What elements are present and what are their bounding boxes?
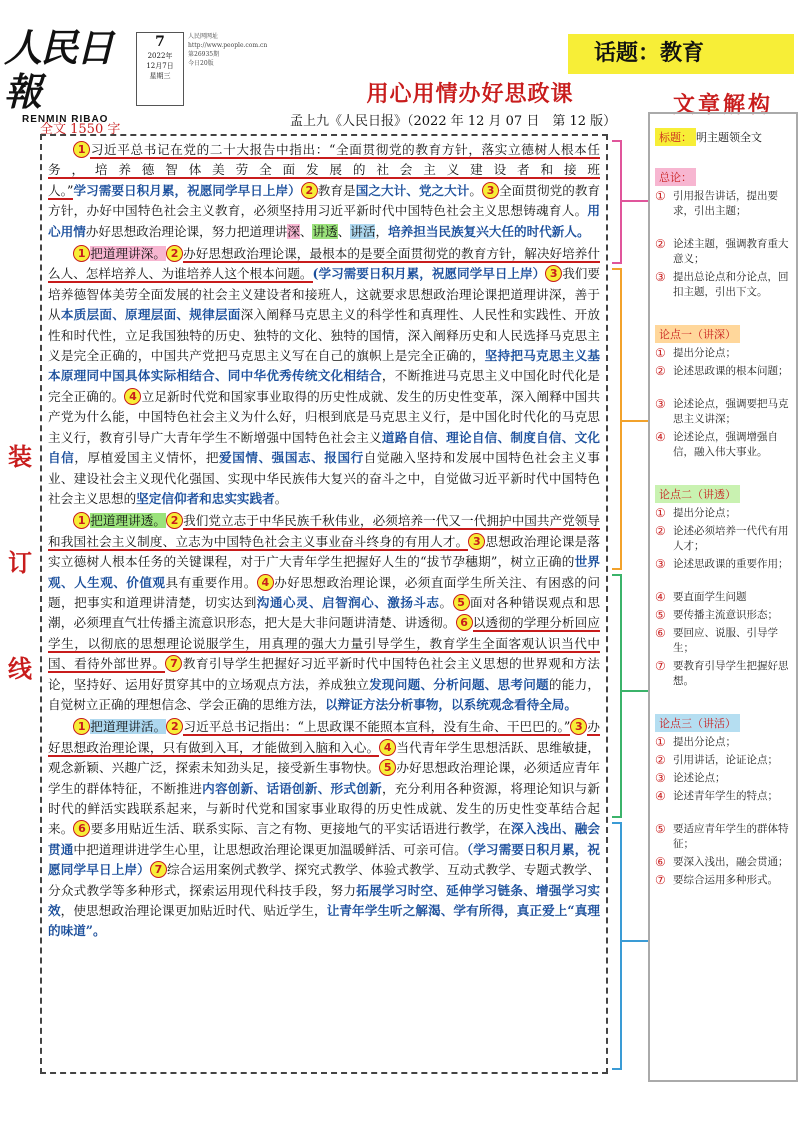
structure-item-text: 提出总论点和分论点，回扣主题，引出下文。 [673, 271, 789, 298]
text-segment: 、 [337, 223, 351, 239]
text-segment: 综合运用案例式教学、探究式教学、体验式教学、互动式教学、专题式教学、分众式教学等多种形式，探索运用现代科技手段，努力 [48, 862, 601, 898]
text-segment: ，充分利用各种资源，将理论知识与新时代的鲜活实践联系起来，与新时代党和国家事业取得的历史性成就、发生的历史性变革结合起来。 [48, 780, 601, 837]
structure-section [655, 158, 791, 186]
structure-item [655, 430, 791, 460]
highlighted-text: (学习需要日积月累，祝愿同学早日上岸） [312, 266, 546, 282]
structure-item-text: 论述论点； [673, 772, 726, 784]
sentence-number-badge: 7 [150, 861, 167, 878]
text-segment: 。 [469, 182, 483, 198]
text-segment: 深入阐释马克思主义的科学性和真理性、人民性和实践性、开放性和时代性，立足我国独特的历史、独特的文化、独特的国情，深入阐释历史和人民选择马克思主义是完全正确的，中国共产党把马克思主义写在自己的旗帜上是完全正确的， [48, 307, 601, 364]
structure-item [655, 237, 791, 267]
structure-item-text: 论述思政课的重要作用； [673, 558, 789, 570]
structure-item-text: 要传播主流意识形态； [673, 609, 778, 621]
text-segment: 办好思想政治理论课，必须直面学生所关注、有困惑的问题，把事实和道理讲清楚，切实达到 [48, 574, 601, 610]
connector-point-1 [622, 420, 648, 422]
mini-line: 今日20版 [188, 60, 214, 67]
text-segment: 。 [274, 490, 288, 506]
bracket-point-2 [612, 574, 622, 818]
structure-item-text: 要教育引导学生把握好思想。 [673, 660, 789, 687]
text-segment: ，使思想政治理论课更加贴近时代、贴近学生， [60, 903, 327, 919]
sentence-number-badge: 2 [166, 718, 183, 735]
structure-item [655, 659, 791, 689]
text-segment: ， [375, 223, 389, 239]
text-segment: 具有重要作用。 [165, 574, 257, 590]
structure-item-text: 引用讲话，论证论点； [673, 754, 778, 766]
issue-number: 7 [155, 34, 165, 50]
highlighted-text: 国之大计、党之大计 [355, 182, 470, 198]
bracket-point-3 [612, 822, 622, 1070]
highlighted-text: 学习需要日积月累，祝愿同学早日上岸） [73, 182, 301, 198]
structure-item-number: ⑥ [655, 626, 666, 640]
structure-item-text: 要适应青年学生的群体特征； [673, 823, 789, 850]
structure-item [655, 346, 791, 361]
structure-item-text: 要回应、说服、引导学生； [673, 627, 778, 654]
highlighted-text: （学习需要日积月累，祝愿同学早日上岸） [48, 841, 601, 878]
structure-section [655, 704, 791, 732]
highlighted-text: 道路自信、理论自信、制度自信、文化自信 [48, 429, 601, 466]
structure-item-text: 论述论点，强调增强自信，融入伟大事业。 [673, 431, 778, 458]
connector-point-2 [622, 690, 648, 692]
text-segment: 我们要培养德智体美劳全面发展的社会主义建设者和接班人，这就要求思想政治理论课把道理讲深，善于从 [48, 266, 600, 323]
structure-item-number: ⑤ [655, 822, 666, 836]
mini-line: 第26935期 [188, 51, 220, 58]
structure-item-text: 论述必须培养一代代有用人才； [673, 525, 789, 552]
highlighted-text: 办好思想政治理论课，只有做到入耳，才能做到入脑和入心。 [48, 719, 601, 755]
highlighted-text: 发现问题、分析问题、思考问题 [369, 676, 549, 692]
structure-item-number: ④ [655, 430, 666, 444]
mini-line: http://www.people.com.cn [188, 42, 268, 49]
structure-item-number: ② [655, 237, 666, 251]
structure-item [655, 626, 791, 656]
sentence-number-badge: 1 [73, 512, 90, 529]
highlighted-text: 深入浅出、融会贯通 [48, 821, 601, 857]
binding-char: 装 [8, 443, 32, 471]
highlighted-text: 办好思想政治理论课，最根本的是要全面贯彻党的教育方针，解决好培养什么人、怎样培养人、为谁培养人这个根本问题。 [48, 246, 601, 282]
highlighted-text: 把道理讲活。 [90, 719, 167, 735]
sentence-number-badge: 2 [301, 182, 318, 199]
article-paragraph [48, 511, 600, 715]
sentence-number-badge: 3 [468, 533, 485, 550]
structure-item [655, 557, 791, 572]
highlighted-text: 我们党立志于中华民族千秋伟业，必须培养一代又一代拥护中国共产党领导和我国社会主义制度、立志为中国特色社会主义事业奋斗终身的有用人才。 [48, 513, 601, 549]
structure-section [655, 118, 791, 146]
structure-item-number: ⑤ [655, 608, 666, 622]
structure-section-head: 论点一（讲深） [655, 325, 740, 343]
highlighted-text: 内容创新、话语创新、形式创新 [202, 780, 382, 796]
structure-item [655, 771, 791, 786]
structure-section-head: 论点二（讲透） [655, 485, 740, 503]
text-segment: 要多用贴近生活、联系实际、言之有物、更接地气的平实话语进行教学，在 [90, 821, 511, 837]
structure-section-head: 标题： [655, 128, 696, 146]
sentence-number-badge: 6 [456, 614, 473, 631]
structure-item-number: ③ [655, 771, 666, 785]
topic-banner: 话题：教育 [568, 34, 794, 74]
highlighted-text: 本质层面、原理层面、规律层面 [60, 307, 241, 323]
highlighted-text: 培养担当民族复兴大任的时代新人。 [388, 223, 590, 239]
binding-char: 线 [8, 655, 32, 683]
structure-item-number: ① [655, 189, 666, 203]
sentence-number-badge: 1 [73, 718, 90, 735]
structure-item-text: 提出分论点； [673, 507, 736, 519]
masthead-title: 人民日報 [4, 25, 113, 114]
structure-item-text: 论述论点，强调要把马克思主义讲深； [673, 398, 789, 425]
structure-item-number: ④ [655, 590, 666, 604]
bracket-intro [612, 140, 622, 264]
structure-item-number: ① [655, 346, 666, 360]
sentence-number-badge: 5 [453, 594, 470, 611]
structure-item-number: ⑥ [655, 855, 666, 869]
structure-item [655, 735, 791, 750]
structure-item-text: 提出分论点； [673, 736, 736, 748]
structure-item [655, 270, 791, 300]
text-segment: ，厚植爱国主义情怀，把 [74, 450, 220, 466]
article-byline: 孟上九《人民日报》（2022 年 12 月 07 日 第 12 版） [290, 114, 617, 129]
text-segment: 教育是 [317, 182, 356, 198]
highlighted-text: 沟通心灵、启智润心、激扬斗志 [256, 594, 440, 610]
highlighted-text: 世界观、人生观、价值观 [48, 554, 600, 590]
structure-title: 文章解构 [672, 93, 773, 118]
highlighted-text: 讲透 [312, 223, 338, 239]
structure-item [655, 506, 791, 521]
text-segment: 教育引导学生把握好习近平新时代中国特色社会主义思想的世界观和方法论，坚持好、运用好贯穿其中的立场观点方法，养成独立 [48, 656, 601, 692]
sentence-number-badge: 1 [73, 245, 90, 262]
masthead-mini-info [188, 32, 268, 104]
text-segment: 的能力，自觉树立正确的理想信念、学会正确的思维方法， [48, 676, 601, 712]
structure-item [655, 364, 791, 379]
sentence-number-badge: 2 [166, 512, 183, 529]
structure-item-number: ① [655, 506, 666, 520]
structure-section-head: 论点三（讲活） [655, 714, 740, 732]
structure-item-number: ② [655, 364, 666, 378]
structure-item-number: ② [655, 524, 666, 538]
article-title: 用心用情办好思政课 [366, 81, 574, 107]
highlighted-text: 爱国情、强国志、报国行 [219, 450, 364, 466]
structure-item-number: ③ [655, 557, 666, 571]
structure-item [655, 822, 791, 852]
highlighted-text: 坚定信仰者和忠实实践者 [136, 490, 275, 506]
connector-point-3 [622, 940, 648, 942]
structure-item-text: 论述主题，强调教育重大意义； [673, 238, 789, 265]
structure-item [655, 789, 791, 804]
sentence-number-badge: 7 [165, 655, 182, 672]
text-segment: 面对各种错误观点和思潮，必须理直气壮传播主流意识形态，把大是大非问题讲清楚、讲透彻。 [48, 594, 601, 631]
structure-panel [648, 112, 798, 1082]
highlighted-text: 以透彻的学理分析回应学生，以彻底的思想理论说服学生，用真理的强大力量引导学生，教育学生全面客观认识当代中国、看待外部世界。 [48, 615, 601, 672]
highlighted-text: 用心用情 [48, 203, 600, 239]
sentence-number-badge: 2 [166, 245, 183, 262]
issue-line: 2022年 [147, 52, 173, 60]
structure-item-text: 提出分论点； [673, 347, 736, 359]
structure-item [655, 855, 791, 870]
structure-item-number: ① [655, 735, 666, 749]
masthead-subtitle: RENMIN RIBAO [22, 114, 109, 125]
structure-item [655, 524, 791, 554]
bracket-point-1 [612, 268, 622, 570]
mini-line: 人民网网址 [188, 33, 219, 40]
issue-box [136, 32, 184, 106]
structure-item [655, 873, 791, 888]
highlighted-text: 习近平总书记指出：“上思政课不能照本宣科，没有生命、干巴巴的。” [183, 719, 571, 735]
structure-item-number: ③ [655, 270, 666, 284]
structure-item [655, 753, 791, 768]
structure-item-text: 要直面学生问题 [673, 591, 747, 603]
structure-item-number: ⑦ [655, 659, 666, 673]
highlighted-text: 习近平总书记在党的二十大报告中指出：“全面贯彻党的教育方针，落实立德树人根本任务，培养德智体美劳全面发展的社会主义建设者和接班人。” [48, 142, 600, 198]
text-segment: 办好思想政治理论课，努力把道理讲 [85, 223, 288, 239]
sentence-number-badge: 6 [73, 820, 90, 837]
highlighted-text: 深 [287, 223, 300, 239]
structure-section-head-text: 明主题领全文 [696, 131, 762, 144]
article-body [40, 134, 608, 1074]
highlighted-text: 把道理讲深。 [90, 246, 167, 262]
text-segment: 办好思想政治理论课，必须适应青年学生的群体特征，不断推进 [48, 760, 601, 796]
structure-item-text: 要综合运用多种形式。 [673, 874, 778, 886]
highlighted-text: 拓展学习时空、延伸学习链条、增强学习实效 [48, 882, 601, 919]
text-segment: 全面贯彻党的教育方针，办好中国特色社会主义教育，必须坚持用习近平新时代中国特色社会主义思想铸魂育人。 [48, 182, 601, 219]
structure-item-number: ④ [655, 789, 666, 803]
issue-line: 12月7日 [146, 62, 174, 70]
structure-section [655, 315, 791, 343]
structure-item [655, 608, 791, 623]
highlighted-text: 坚持把马克思主义基本原理同中国具体实际相结合、同中华优秀传统文化相结合 [48, 348, 601, 384]
structure-section [655, 475, 791, 503]
structure-item [655, 397, 791, 427]
text-segment: 思想政治理论课是落实立德树人根本任务的关键课程，对于广大青年学生把握好人生的“拔节孕穗期”，树立正确的 [48, 533, 601, 570]
structure-item-number: ⑦ [655, 873, 666, 887]
article-paragraph [48, 717, 600, 941]
structure-item-text: 论述思政课的根本问题； [673, 365, 789, 377]
sentence-number-badge: 4 [379, 739, 396, 756]
structure-item-number: ② [655, 753, 666, 767]
highlighted-text: 把道理讲透。 [90, 513, 167, 529]
sentence-number-badge: 4 [124, 388, 141, 405]
connector-intro [622, 200, 648, 202]
structure-item [655, 189, 791, 219]
highlighted-text: 让青年学生听之解渴、学有所得，真正爱上“真理的味道”。 [48, 903, 601, 939]
structure-item-text: 论述青年学生的特点； [673, 790, 778, 802]
structure-item-text: 要深入浅出，融会贯通； [673, 856, 789, 868]
text-segment: ，不断推进马克思主义中国化时代化是完全正确的。 [48, 368, 601, 404]
sentence-number-badge: 5 [379, 759, 396, 776]
highlighted-text: 讲活 [350, 223, 376, 239]
structure-section-head: 总论： [655, 168, 696, 186]
text-segment: 中把道理讲进学生心里，让思想政治理论课更加温暖鲜活、可亲可信。 [73, 841, 467, 857]
structure-item-text: 引用报告讲话，提出要求，引出主题； [673, 190, 778, 217]
article-paragraph [48, 140, 600, 242]
highlighted-text: 以辩证方法分析事物，以系统观念看待全局。 [325, 696, 577, 712]
sentence-number-badge: 1 [73, 141, 90, 158]
sentence-number-badge: 3 [570, 718, 587, 735]
text-segment: 。 [439, 594, 453, 610]
sentence-number-badge: 4 [257, 574, 274, 591]
text-segment: 、 [299, 223, 313, 239]
binding-label [6, 440, 34, 758]
word-count: 全文 1550 字 [40, 122, 121, 137]
masthead [4, 25, 124, 125]
sentence-number-badge: 3 [545, 265, 562, 282]
structure-item-number: ③ [655, 397, 666, 411]
binding-char: 订 [8, 549, 32, 577]
sentence-number-badge: 3 [482, 182, 499, 199]
text-segment: 自觉融入坚持和发展中国特色社会主义事业、建设社会主义现代化强国、实现中华民族伟大复兴的奋斗之中，自觉做习近平新时代中国特色社会主义思想的 [48, 450, 600, 506]
issue-line: 星期三 [149, 72, 171, 80]
structure-item [655, 590, 791, 605]
text-segment: 立足新时代党和国家事业取得的历史性成就、发生的历史性变革，深入阐释中国共产党为什么能，中国特色社会主义为什么好，归根到底是马克思主义行，是中国化时代化的马克思主义行，教育引导广大青年学生不断增强中国特色社会主义 [48, 388, 601, 445]
article-paragraph [48, 244, 600, 509]
text-segment: 当代青年学生思想活跃、思维敏捷，观念新颖、兴趣广泛，探索未知劲头足，接受新生事物快。 [48, 739, 601, 776]
